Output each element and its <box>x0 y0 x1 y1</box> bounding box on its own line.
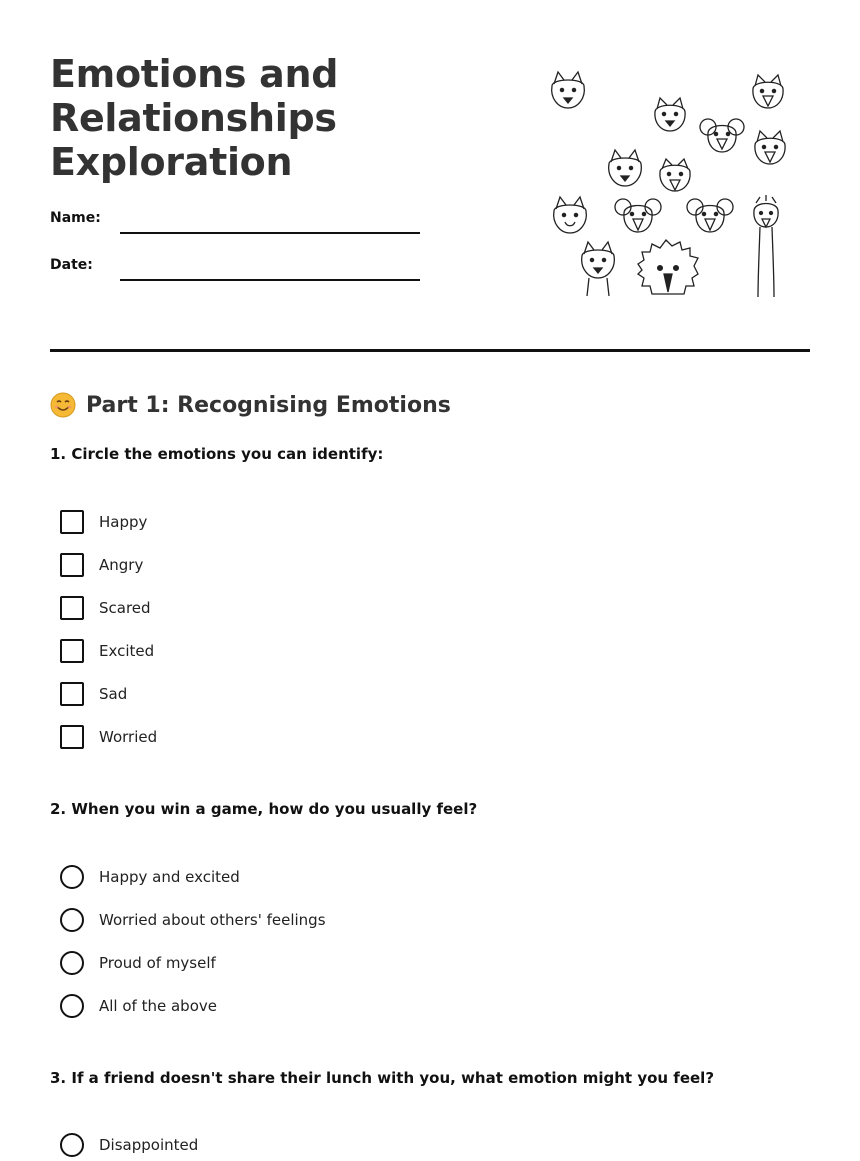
answer-option-happy-and-excited[interactable] <box>60 865 240 889</box>
question-3-text: 3. If a friend doesn't share their lunch with you, what emotion might you feel? <box>50 1069 715 1087</box>
checkbox[interactable] <box>60 510 84 534</box>
koala-face-icon <box>615 199 661 232</box>
option-label: Worried about others' feelings <box>99 911 326 929</box>
checkbox[interactable] <box>60 725 84 749</box>
option-label: Happy and excited <box>99 868 240 886</box>
radio-button[interactable] <box>60 1133 84 1157</box>
name-field[interactable] <box>50 210 430 240</box>
name-line[interactable] <box>120 232 420 234</box>
radio-button[interactable] <box>60 865 84 889</box>
echidna-face-icon <box>638 240 698 294</box>
option-label: Proud of myself <box>99 954 216 972</box>
emotion-option-angry[interactable] <box>60 553 143 577</box>
option-label: Excited <box>99 642 155 660</box>
option-label: Angry <box>99 556 144 574</box>
answer-option-disappointed[interactable] <box>60 1133 198 1157</box>
answer-option-all-of-the-above[interactable] <box>60 994 217 1018</box>
emotion-option-excited[interactable] <box>60 639 154 663</box>
emu-face-icon <box>753 75 783 108</box>
radio-button[interactable] <box>60 908 84 932</box>
option-label: Disappointed <box>99 1136 199 1154</box>
bird-face-icon <box>660 159 690 191</box>
wombat-face-icon <box>554 197 587 233</box>
checkbox[interactable] <box>60 682 84 706</box>
option-label: Happy <box>99 513 148 531</box>
emu-head-icon <box>754 195 778 297</box>
emotion-option-worried[interactable] <box>60 725 157 749</box>
checkbox[interactable] <box>60 639 84 663</box>
worksheet-title: Emotions and Relationships Exploration <box>50 52 339 184</box>
question-2-text: 2. When you win a game, how do you usually feel? <box>50 800 478 818</box>
answer-option-proud-of-myself[interactable] <box>60 951 216 975</box>
wombat-face-icon <box>582 242 615 296</box>
name-label: Name: <box>50 210 101 226</box>
question-1-text: 1. Circle the emotions you can identify: <box>50 445 384 463</box>
wombat-face-icon <box>655 98 685 131</box>
answer-option-worried-about-others[interactable] <box>60 908 326 932</box>
radio-button[interactable] <box>60 951 84 975</box>
emu-face-icon <box>755 131 785 164</box>
date-field[interactable] <box>50 257 430 287</box>
wombat-face-icon <box>609 150 642 186</box>
radio-button[interactable] <box>60 994 84 1018</box>
checkbox[interactable] <box>60 596 84 620</box>
part-1-heading <box>50 388 451 422</box>
checkbox[interactable] <box>60 553 84 577</box>
header-divider <box>50 349 810 352</box>
koala-face-icon <box>700 119 744 152</box>
emotion-option-sad[interactable] <box>60 682 127 706</box>
koala-face-icon <box>687 199 733 232</box>
part-1-title: Part 1: Recognising Emotions <box>86 392 451 418</box>
option-label: All of the above <box>99 997 217 1015</box>
date-line[interactable] <box>120 279 420 281</box>
emotion-option-happy[interactable] <box>60 510 147 534</box>
date-label: Date: <box>50 257 93 273</box>
wombat-face-icon <box>552 72 585 108</box>
smiling-face-emoji-icon <box>50 392 76 418</box>
emotion-option-scared[interactable] <box>60 596 151 620</box>
animal-faces-illustration <box>540 62 800 304</box>
option-label: Sad <box>99 685 128 703</box>
option-label: Worried <box>99 728 158 746</box>
option-label: Scared <box>99 599 151 617</box>
